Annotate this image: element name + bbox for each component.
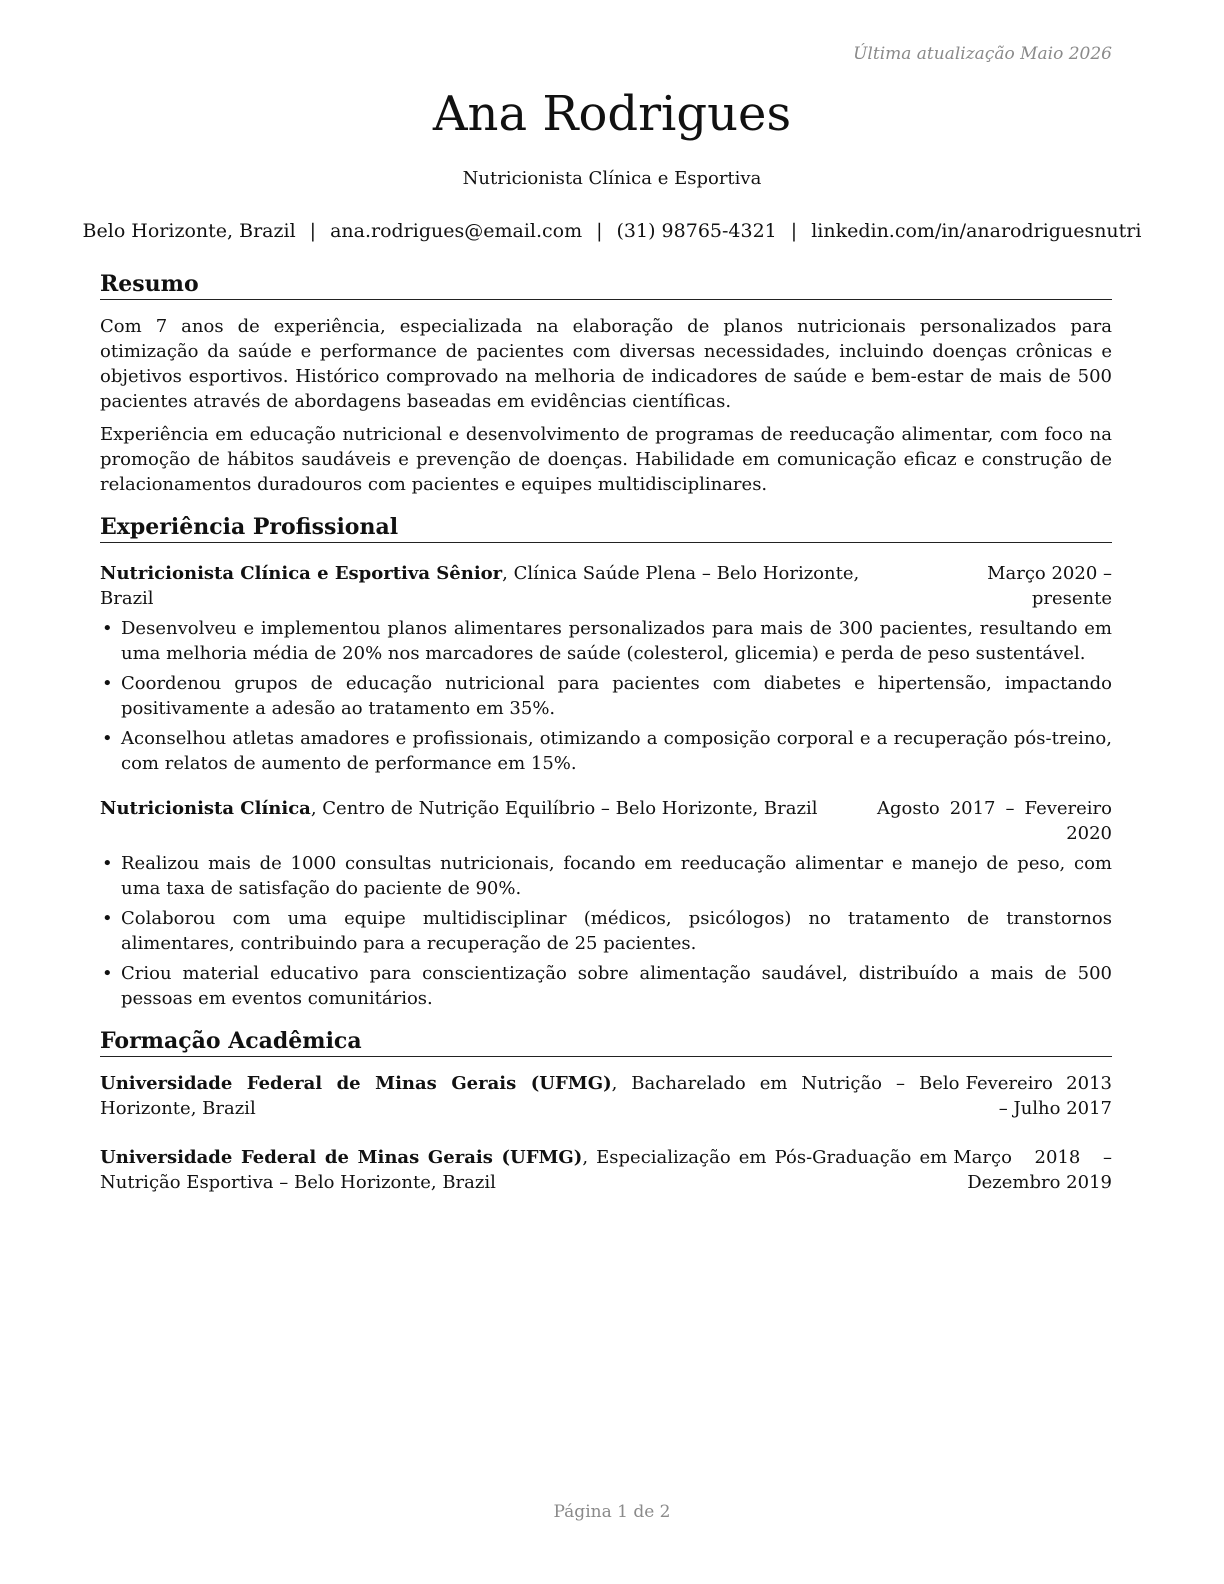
job-entry — [100, 796, 1112, 1011]
job-header — [100, 561, 1112, 611]
section-title-summary: Resumo — [100, 270, 1112, 300]
education-dates: Março 2018 – Dezembro 2019 — [953, 1147, 1112, 1193]
education-entry — [100, 1071, 1112, 1121]
job-dates: Março 2020 – presente — [987, 563, 1112, 609]
job-role: Nutricionista Clínica — [100, 798, 311, 819]
last-updated: Última atualização Maio 2026 — [853, 44, 1112, 64]
section-title-education: Formação Acadêmica — [100, 1027, 1112, 1057]
job-header — [100, 796, 1112, 846]
list-item: • Coordenou grupos de educação nutricional para pacientes com diabetes e hipertensão, impactando positivamente a adesão ao tratamento em 35%. — [100, 671, 1112, 721]
summary-section — [100, 270, 1112, 497]
contact-email[interactable]: ana.rodrigues@email.com — [330, 220, 583, 242]
summary-paragraph: Com 7 anos de experiência, especializada na elaboração de planos nutricionais personalizados para otimização da saúde e performance de pacientes com diversas necessidades, incluindo doenças crônicas e objetivos esportivos. Histórico comprovado na melhoria de indicadores de saúde e bem-estar de mais de 500 pacientes através de abordagens baseadas em evidências científicas. — [100, 316, 1112, 412]
list-item: • Desenvolveu e implementou planos alimentares personalizados para mais de 300 pacientes, resultando em uma melhoria média de 20% nos marcadores de saúde (colesterol, glicemia) e perda de peso sustentável. — [100, 616, 1112, 666]
experience-section — [100, 513, 1112, 1011]
job-organization: , Centro de Nutrição Equilíbrio – Belo Horizonte, Brazil — [310, 798, 818, 819]
list-item: • Aconselhou atletas amadores e profissionais, otimizando a composição corporal e a recuperação pós-treino, com relatos de aumento de performance em 15%. — [100, 726, 1112, 776]
education-degree: , Bacharelado em Nutrição – Belo Horizonte, Brazil — [100, 1073, 960, 1119]
contact-separator: | — [309, 220, 317, 242]
page-number: Página 1 de 2 — [553, 1502, 671, 1522]
contact-phone[interactable]: (31) 98765-4321 — [616, 220, 777, 242]
job-bullets — [100, 851, 1112, 1011]
list-item: • Criou material educativo para conscientização sobre alimentação saudável, distribuído a mais de 500 pessoas em eventos comunitários. — [100, 961, 1112, 1011]
job-role: Nutricionista Clínica e Esportiva Sênior — [100, 563, 503, 584]
education-dates: Fevereiro 2013 – Julho 2017 — [965, 1073, 1112, 1119]
education-section — [100, 1027, 1112, 1195]
resume-body — [100, 270, 1112, 1195]
contact-location: Belo Horizonte, Brazil — [82, 220, 296, 242]
education-school: Universidade Federal de Minas Gerais (UFMG) — [100, 1073, 612, 1094]
job-dates: Agosto 2017 – Fevereiro 2020 — [877, 798, 1112, 844]
contact-separator: | — [790, 220, 798, 242]
section-title-experience: Experiência Profissional — [100, 513, 1112, 543]
education-degree: , Especialização em Pós-Graduação em Nutrição Esportiva – Belo Horizonte, Brazil — [100, 1147, 948, 1193]
job-organization: , Clínica Saúde Plena – Belo Horizonte, Brazil — [100, 563, 860, 609]
contact-separator: | — [596, 220, 603, 242]
list-item: • Colaborou com uma equipe multidisciplinar (médicos, psicólogos) no tratamento de transtornos alimentares, contribuindo para a recuperação de 25 pacientes. — [100, 906, 1112, 956]
job-entry — [100, 561, 1112, 776]
candidate-title: Nutricionista Clínica e Esportiva — [462, 168, 762, 189]
education-entry — [100, 1145, 1112, 1195]
education-school: Universidade Federal de Minas Gerais (UFMG) — [100, 1147, 583, 1168]
list-item: • Realizou mais de 1000 consultas nutricionais, focando em reeducação alimentar e manejo de peso, com uma taxa de satisfação do paciente de 90%. — [100, 851, 1112, 901]
candidate-name: Ana Rodrigues — [432, 86, 792, 142]
contact-line — [0, 220, 1224, 242]
summary-paragraph: Experiência em educação nutricional e desenvolvimento de programas de reeducação alimentar, com foco na promoção de hábitos saudáveis e prevenção de doenças. Habilidade em comunicação eficaz e construção de relacionamentos duradouros com pacientes e equipes multidisciplinares. — [100, 424, 1112, 495]
contact-linkedin[interactable]: linkedin.com/in/anarodriguesnutri — [811, 220, 1142, 242]
job-bullets — [100, 616, 1112, 776]
